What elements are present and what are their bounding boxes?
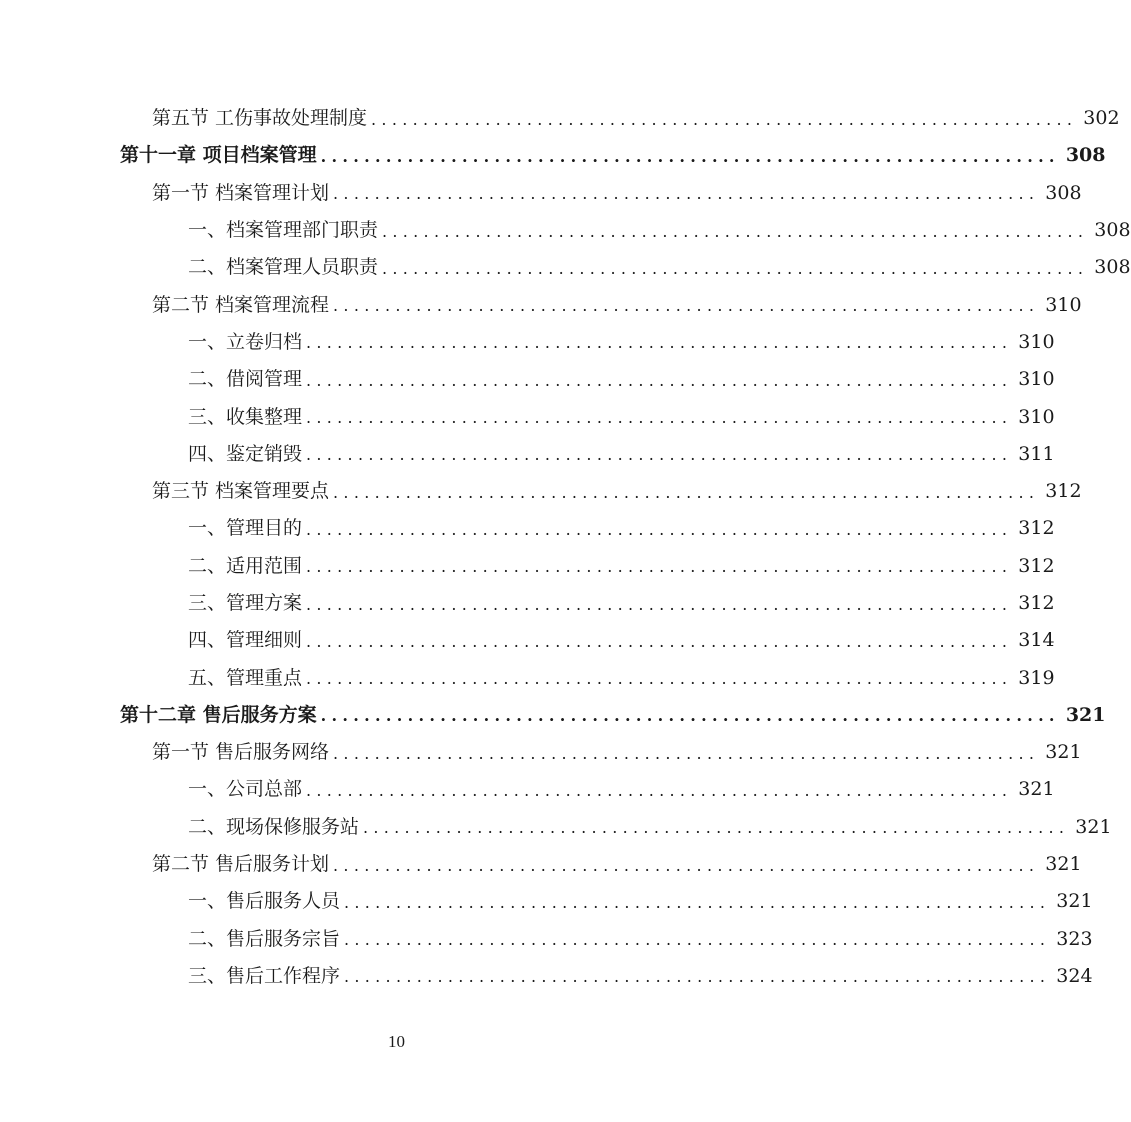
toc-entry-label: 五、管理重点 bbox=[188, 666, 303, 689]
toc-entry-page: 319 bbox=[1018, 666, 1055, 689]
dot-leader: .................................................................... bbox=[344, 930, 1051, 950]
toc-entry-label: 第二节 售后服务计划 bbox=[152, 853, 330, 876]
toc-entry[interactable] bbox=[0, 548, 1055, 585]
toc-entry[interactable] bbox=[0, 286, 1082, 323]
toc-entry-label: 四、鉴定销毁 bbox=[188, 442, 303, 465]
toc-entry-page: 302 bbox=[1083, 107, 1120, 130]
toc-entry[interactable] bbox=[0, 921, 1093, 958]
toc-entry[interactable] bbox=[0, 622, 1055, 659]
toc-entry[interactable] bbox=[0, 809, 1112, 846]
page-number: 10 bbox=[388, 1032, 405, 1051]
toc-entry[interactable] bbox=[0, 100, 1120, 137]
toc-entry[interactable] bbox=[0, 771, 1055, 808]
dot-leader: .................................................................... bbox=[344, 892, 1051, 912]
dot-leader: .................................................................... bbox=[306, 594, 1013, 614]
dot-leader: .................................................................... bbox=[382, 221, 1089, 241]
dot-leader: .................................................................... bbox=[306, 669, 1013, 689]
dot-leader: .................................................................... bbox=[306, 445, 1013, 465]
toc-entry[interactable] bbox=[0, 249, 1131, 286]
toc-entry[interactable] bbox=[0, 436, 1055, 473]
toc-entry-label: 一、档案管理部门职责 bbox=[188, 219, 379, 242]
toc-entry-page: 308 bbox=[1094, 256, 1131, 279]
toc-entry-page: 310 bbox=[1018, 330, 1055, 353]
toc-entry-label: 第一节 档案管理计划 bbox=[152, 181, 330, 204]
toc-entry-label: 一、管理目的 bbox=[188, 517, 303, 540]
toc-entry-page: 324 bbox=[1056, 964, 1093, 987]
dot-leader: .................................................................... bbox=[333, 184, 1040, 204]
toc-entry-page: 312 bbox=[1018, 554, 1055, 577]
toc-entry-label: 二、借阅管理 bbox=[188, 368, 303, 391]
toc-entry-page: 311 bbox=[1018, 442, 1055, 465]
dot-leader: .................................................................... bbox=[333, 743, 1040, 763]
toc-entry-label: 一、公司总部 bbox=[188, 778, 303, 801]
dot-leader: .................................................................... bbox=[333, 482, 1040, 502]
toc-entry[interactable] bbox=[0, 697, 1106, 734]
toc-entry-page: 310 bbox=[1018, 368, 1055, 391]
toc-entry-label: 第五节 工伤事故处理制度 bbox=[152, 107, 368, 130]
toc-entry-label: 二、适用范围 bbox=[188, 554, 303, 577]
toc-entry-page: 321 bbox=[1075, 815, 1112, 838]
toc-entry-label: 二、售后服务宗旨 bbox=[188, 927, 341, 950]
dot-leader: .................................................................... bbox=[320, 146, 1060, 166]
toc-entry-page: 308 bbox=[1065, 144, 1106, 167]
toc-entry-label: 第一节 售后服务网络 bbox=[152, 741, 330, 764]
dot-leader: .................................................................... bbox=[306, 370, 1013, 390]
toc-entry-page: 314 bbox=[1018, 629, 1055, 652]
toc-entry-label: 三、管理方案 bbox=[188, 592, 303, 614]
toc-entry-label: 二、档案管理人员职责 bbox=[188, 256, 379, 279]
dot-leader: .................................................................... bbox=[382, 258, 1089, 278]
toc-entry[interactable] bbox=[0, 175, 1082, 212]
toc-entry-label: 一、立卷归档 bbox=[188, 330, 303, 353]
toc-entry-page: 308 bbox=[1094, 219, 1131, 242]
toc-entry-label: 第十一章 项目档案管理 bbox=[120, 144, 317, 167]
toc-entry-page: 312 bbox=[1018, 592, 1055, 614]
toc-entry[interactable] bbox=[0, 659, 1055, 696]
toc-entry-label: 第三节 档案管理要点 bbox=[152, 480, 330, 503]
table-of-contents bbox=[0, 100, 1131, 995]
toc-entry-page: 312 bbox=[1018, 517, 1055, 540]
toc-entry[interactable] bbox=[0, 398, 1055, 435]
toc-entry-page: 310 bbox=[1045, 293, 1082, 316]
toc-entry[interactable] bbox=[0, 958, 1093, 995]
toc-entry-page: 323 bbox=[1056, 927, 1093, 950]
dot-leader: .................................................................... bbox=[306, 780, 1013, 800]
dot-leader: .................................................................... bbox=[363, 818, 1070, 838]
toc-entry-label: 三、售后工作程序 bbox=[188, 964, 341, 987]
toc-entry-page: 321 bbox=[1065, 703, 1106, 726]
toc-entry-label: 三、收集整理 bbox=[188, 405, 303, 428]
dot-leader: .................................................................... bbox=[306, 519, 1013, 539]
toc-entry[interactable] bbox=[0, 585, 1055, 622]
toc-entry[interactable] bbox=[0, 361, 1055, 398]
dot-leader: .................................................................... bbox=[306, 557, 1013, 577]
toc-entry-page: 310 bbox=[1018, 405, 1055, 428]
toc-entry-page: 308 bbox=[1045, 181, 1082, 204]
toc-entry[interactable] bbox=[0, 883, 1093, 920]
toc-entry[interactable] bbox=[0, 324, 1055, 361]
toc-entry-label: 一、售后服务人员 bbox=[188, 890, 341, 913]
toc-entry-page: 312 bbox=[1045, 480, 1082, 503]
toc-entry[interactable] bbox=[0, 212, 1131, 249]
toc-entry-label: 第十二章 售后服务方案 bbox=[120, 703, 317, 726]
dot-leader: .................................................................... bbox=[306, 333, 1013, 353]
toc-entry[interactable] bbox=[0, 473, 1082, 510]
toc-entry[interactable] bbox=[0, 137, 1106, 174]
toc-entry-page: 321 bbox=[1056, 890, 1093, 913]
toc-entry[interactable] bbox=[0, 734, 1082, 771]
toc-entry-page: 321 bbox=[1018, 778, 1055, 801]
dot-leader: .................................................................... bbox=[333, 855, 1040, 875]
dot-leader: .................................................................... bbox=[333, 296, 1040, 316]
toc-entry[interactable] bbox=[0, 510, 1055, 547]
dot-leader: .................................................................... bbox=[306, 408, 1013, 428]
toc-entry-label: 二、现场保修服务站 bbox=[188, 815, 360, 838]
toc-entry-label: 四、管理细则 bbox=[188, 629, 303, 652]
toc-entry-page: 321 bbox=[1045, 853, 1082, 876]
dot-leader: .................................................................... bbox=[371, 109, 1078, 129]
toc-entry[interactable] bbox=[0, 846, 1082, 883]
dot-leader: .................................................................... bbox=[344, 967, 1051, 987]
dot-leader: .................................................................... bbox=[306, 631, 1013, 651]
toc-entry-page: 321 bbox=[1045, 741, 1082, 764]
dot-leader: .................................................................... bbox=[320, 706, 1060, 726]
toc-entry-label: 第二节 档案管理流程 bbox=[152, 293, 330, 316]
